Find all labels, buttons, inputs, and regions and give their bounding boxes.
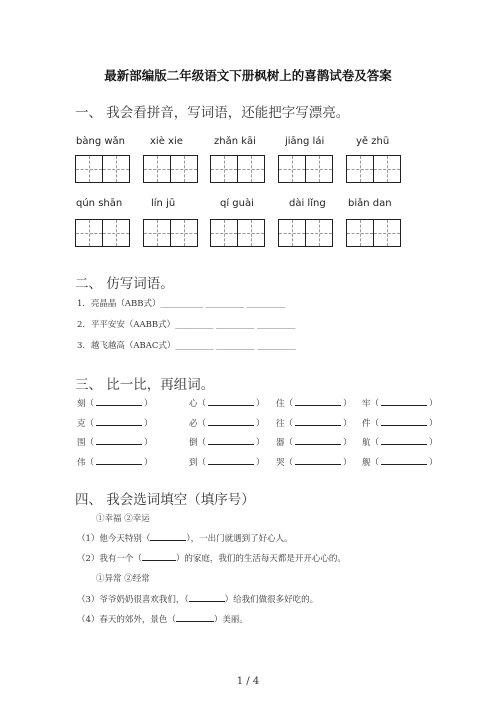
choice-1-options: ①幸福 ②幸运	[96, 514, 150, 524]
pinyin-2-4: dài lǐng	[289, 198, 326, 209]
compare-item: 克（ ）	[77, 416, 153, 429]
section-2-heading: 二、 仿写词语。	[75, 276, 174, 292]
section-4-heading: 四、 我会选词填空（填序号）	[75, 492, 255, 508]
question-3: （3）爷爷奶奶很喜欢我们，（ ）给我们做很多好吃的。	[77, 592, 318, 605]
compare-item: 住（ ）	[276, 396, 352, 409]
question-4: （4）春天的郊外，景色（ ）美丽。	[77, 612, 248, 625]
page-title: 最新部编版二年级语文下册枫树上的喜鹊试卷及答案	[104, 68, 392, 83]
compare-item: 往（ ）	[276, 416, 352, 429]
writing-grid-2-5[interactable]	[346, 219, 401, 247]
pinyin-1-1: bàng wǎn	[76, 136, 125, 147]
page-number: 1 / 4	[236, 676, 260, 687]
section-1-heading: 一、 我会看拼音，写词语，还能把字写漂亮。	[75, 105, 350, 121]
compare-item: 刻（ ）	[77, 396, 153, 409]
compare-item: 器（ ）	[276, 435, 352, 448]
pinyin-1-5: yě zhū	[356, 136, 390, 147]
writing-grid-1-5[interactable]	[346, 155, 401, 183]
writing-grid-1-1[interactable]	[75, 155, 130, 183]
pinyin-2-1: qún shān	[76, 198, 123, 209]
imitate-row-2: 2．平平安安（AABB式）_________ _________ _________	[77, 320, 296, 330]
compare-item: 围（ ）	[77, 435, 153, 448]
pinyin-2-3: qí guài	[220, 198, 254, 209]
writing-grid-2-2[interactable]	[143, 219, 198, 247]
writing-grid-1-2[interactable]	[143, 155, 198, 183]
pinyin-1-4: jiāng lái	[285, 136, 325, 147]
choice-2-options: ①异常 ②经常	[96, 574, 150, 584]
writing-grid-1-4[interactable]	[278, 155, 333, 183]
compare-item: 必（ ）	[189, 416, 265, 429]
pinyin-1-3: zhǎn kāi	[214, 136, 256, 147]
question-2: （2）我有一个（ ）的家庭，我们的生活每天都是开开心心的。	[77, 551, 346, 564]
compare-item: 航（ ）	[362, 435, 438, 448]
imitate-row-3: 3．越飞越高（ABAC式）_________ _________ _________	[77, 341, 296, 351]
question-1: （1）他今天特别（ ），一出门就遇到了好心人。	[77, 531, 293, 544]
imitate-row-1: 1．亮晶晶（ABB式）__________ _________ _________	[77, 299, 285, 309]
section-3-heading: 三、 比一比，再组词。	[75, 377, 215, 393]
compare-item: 件（ ）	[362, 416, 438, 429]
writing-grid-1-3[interactable]	[210, 155, 265, 183]
writing-grid-2-4[interactable]	[278, 219, 333, 247]
compare-item: 心（ ）	[189, 396, 265, 409]
writing-grid-2-1[interactable]	[75, 219, 130, 247]
pinyin-1-2: xiè xie	[150, 136, 183, 147]
compare-item: 牢（ ）	[362, 396, 438, 409]
compare-item: 倒（ ）	[189, 435, 265, 448]
pinyin-2-2: lín jū	[151, 198, 176, 209]
writing-grid-2-3[interactable]	[210, 219, 265, 247]
compare-item: 到（ ）	[189, 455, 265, 468]
compare-item: 舰（ ）	[362, 455, 438, 468]
pinyin-2-5: biǎn dan	[348, 198, 392, 209]
compare-item: 哭（ ）	[276, 455, 352, 468]
compare-item: 伟（ ）	[77, 455, 153, 468]
